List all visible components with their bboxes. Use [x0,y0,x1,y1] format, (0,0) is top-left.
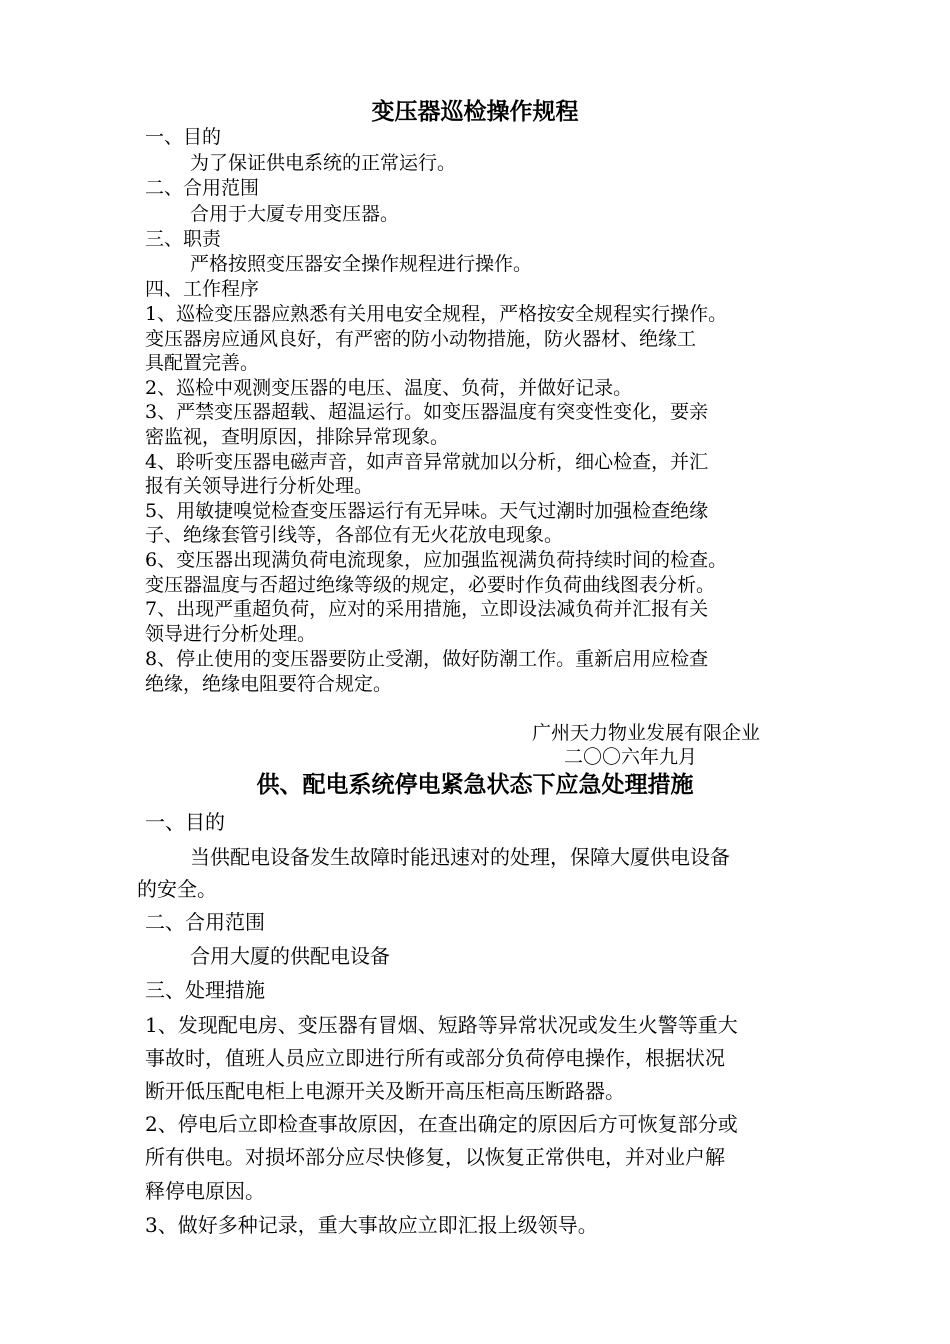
doc1-item-7-line2: 领导进行分析处理。 [145,623,317,645]
doc1-heading-procedure: 四、工作程序 [145,278,260,300]
doc1-item-5-line2: 子、绝缘套管引线等，各部位有无火花放电现象。 [145,524,564,546]
doc2-title: 供、配电系统停电紧急状态下应急处理措施 [256,771,694,798]
doc1-item-6-line2: 变压器温度与否超过绝缘等级的规定，必要时作负荷曲线图表分析。 [145,574,716,596]
doc1-item-3-line1: 3、严禁变压器超载、超温运行。如变压器温度有突变性变化，要亲 [145,401,709,423]
doc2-heading-measures: 三、处理措施 [145,978,265,1002]
doc1-date: 二〇〇六年九月 [564,746,698,768]
doc2-item-2-line2: 所有供电。对损坏部分应尽快修复，以恢复正常供电，并对业户解 [145,1145,725,1169]
doc2-heading-purpose: 一、目的 [145,810,225,834]
doc1-heading-purpose: 一、目的 [145,126,222,148]
doc2-text-purpose-line1: 当供配电设备发生故障时能迅速对的处理，保障大厦供电设备 [190,845,730,869]
doc1-heading-scope: 二、合用范围 [145,177,260,199]
doc1-item-1-line1: 1、巡检变压器应熟悉有关用电安全规程，严格按安全规程实行操作。 [145,303,728,325]
doc1-item-4-line1: 4、聆听变压器电磁声音，如声音异常就加以分析，细心检查，并汇 [145,451,709,473]
doc1-item-6-line1: 6、变压器出现满负荷电流现象，应加强监视满负荷持续时间的检查。 [145,549,728,571]
doc1-item-7-line1: 7、出现严重超负荷，应对的采用措施，立即设法减负荷并汇报有关 [145,598,709,620]
doc2-text-purpose-line2: 的安全。 [137,877,217,901]
doc2-item-1-line3: 断开低压配电柜上电源开关及断开高压柜高压断路器。 [145,1079,625,1103]
doc2-item-2-line3: 释停电原因。 [145,1179,265,1203]
doc1-text-duty: 严格按照变压器安全操作规程进行操作。 [190,253,533,275]
doc1-item-5-line1: 5、用敏捷嗅觉检查变压器运行有无异味。天气过潮时加强检查绝缘 [145,500,709,522]
doc1-item-8-line2: 绝缘，绝缘电阻要符合规定。 [145,673,393,695]
doc1-item-2: 2、巡检中观测变压器的电压、温度、负荷，并做好记录。 [145,377,633,399]
doc2-item-1-line2: 事故时，值班人员应立即进行所有或部分负荷停电操作，根据状况 [145,1046,725,1070]
doc2-item-2-line1: 2、停电后立即检查事故原因，在查出确定的原因后方可恢复部分或 [145,1112,738,1136]
doc2-heading-scope: 二、合用范围 [145,910,265,934]
doc1-item-1-line3: 具配置完善。 [145,352,260,374]
doc1-item-1-line2: 变压器房应通风良好，有严密的防小动物措施，防火器材、绝缘工 [145,328,697,350]
doc1-title: 变压器巡检操作规程 [371,98,579,125]
doc2-item-1-line1: 1、发现配电房、变压器有冒烟、短路等异常状况或发生火警等重大 [145,1013,738,1037]
doc1-item-3-line2: 密监视，查明原因，排除异常现象。 [145,426,450,448]
doc1-text-scope: 合用于大厦专用变压器。 [190,203,400,225]
doc1-text-purpose: 为了保证供电系统的正常运行。 [190,152,457,174]
doc1-company-signature: 广州天力物业发展有限企业 [532,722,761,744]
doc1-heading-duty: 三、职责 [145,228,222,250]
doc1-item-8-line1: 8、停止使用的变压器要防止受潮，做好防潮工作。重新启用应检查 [145,648,709,670]
doc2-text-scope: 合用大厦的供配电设备 [190,944,390,968]
doc1-item-4-line2: 报有关领导进行分析处理。 [145,475,374,497]
doc2-item-3: 3、做好多种记录，重大事故应立即汇报上级领导。 [145,1213,598,1237]
